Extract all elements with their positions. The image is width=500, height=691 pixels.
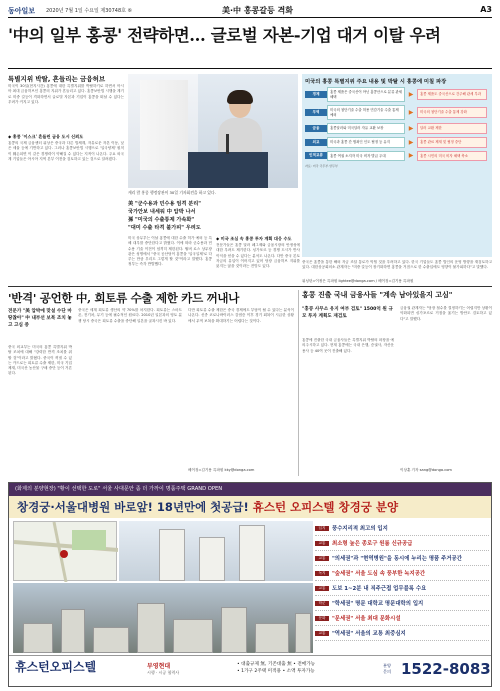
ad-headline — [9, 496, 492, 518]
info-current: 미국과 홍콩 간 범죄인 인도 협정 등 유지 — [327, 137, 405, 148]
feature-text: "역세권" 서울의 교통 최중심지 — [332, 631, 406, 637]
pull-quote-line: 국가안보 내세워 中 압박 나서 — [128, 209, 196, 215]
press-conference-photo — [128, 74, 298, 188]
masthead — [8, 4, 492, 18]
second-deck: 전문가 "美 압박에 맞설 수단 마땅찮아" 中 내부선 보복 조치 놓고 고심 중 — [8, 309, 72, 328]
ad-headline-product: 휴스턴 오피스텔 창경궁 분양 — [248, 500, 399, 514]
feature-text: 최소형 높은 종로구 원룸 신규공급 — [332, 541, 413, 547]
second-body-3: 다만 희토류 수출 제한은 중국 경제에도 부담이 될 수 있다는 분석이 나온다. 신종 코로나바이러스 감염증 이후 경기 회복이 시급한 상황에서 무역 보복을 확대하기는 어렵다는 것이다. — [188, 308, 294, 323]
flag-backdrop — [140, 80, 188, 170]
second-headline: '반격' 공언한 中, 희토류 수출 제한 카드 꺼내나 — [8, 291, 240, 305]
col2-body: 미국 상무부는 이날 홍콩에 대한 수출 허가 예외 등 특혜 대우를 중단한다고 밝혔다. 이에 따라 군수용과 민수용 기술 이전이 엄격히 제한된다. 윌버 로스 상무장관은 성명에서 "중국 공산당이 홍콩을 '일국일제'로 다루는 만큼 우리도 그렇게 할 것"이라고 말했다. 홍콩 정부는 즉각 반발했다. — [128, 236, 212, 267]
newspaper-name: 동아일보 — [8, 7, 36, 15]
ad-perk-line: • 1가구 2주택 미적용 • 소액 투자가능 — [237, 669, 315, 674]
third-deck: "홍콩 사무소 유지 여부 검토" 1500억 원 규모 투자 계획도 재검토 — [302, 307, 393, 319]
feature-text: "문세권" 서울 최대 문화시설 — [332, 616, 401, 622]
ad-feature-row — [315, 626, 489, 641]
ad-top-banner: (화제의 분양현장) "황이 선택한 도로" 서울 사대문안 좀 더 가까이 명품주택 GRAND OPEN — [9, 483, 492, 496]
info-category: 금융 — [305, 125, 327, 132]
pull-quote-line: 美 "군수용과 민수용 엄격 분리" — [128, 201, 201, 207]
col3-body: 전문가들은 홍콩 달러 페그제와 금융시장의 안정성에 대한 우려도 제기한다. 싱가포르 등 경쟁 도시가 반사이익을 얻을 수 있다는 분석도 나온다. 다만 중국 본토 자금의 유입이 이어지고 있어 당장 금융허브 지위를 잃지는 않을 것이라는 전망도 있다. — [216, 243, 300, 269]
column-divider — [298, 290, 299, 476]
feature-text: 풍수지리적 최고의 입지 — [332, 526, 388, 532]
pull-quote — [128, 200, 298, 232]
feature-text: 도보 1~2분 내 직주근접 업무블록 수요 — [332, 586, 427, 592]
feature-text: "학세권" 명문 대학교 명문대학의 입지 — [332, 601, 424, 607]
info-after: 미국의 첨단기술 수출 통제 강화 — [417, 107, 487, 118]
real-estate-advertisement — [8, 482, 492, 687]
page-number: A3 — [480, 5, 492, 14]
feature-tag: 교통 — [315, 631, 329, 636]
ad-perk-line: • 대출규제 無, 기존대출 無 • 전매가능 — [237, 662, 316, 667]
info-current: 홍콩 제품은 중국산이 아닌 홍콩산으로 분류 관세 혜택 — [327, 87, 405, 102]
info-category: 외교 — [305, 139, 327, 146]
ad-feature-row — [315, 596, 489, 611]
location-map — [13, 521, 117, 581]
phone-number: 1522-8083 — [401, 660, 491, 678]
map-graphic — [14, 522, 118, 582]
city-aerial-photo — [13, 583, 313, 653]
col3-section-head: ◆ 미국 조심 속 홍콩 투자 계획 대응 수도 — [216, 236, 292, 241]
ad-footer — [9, 655, 492, 687]
info-current: 홍콩 여권 소지자 미국 비자 발급 우대 — [327, 151, 405, 162]
info-current: 홍콩달러와 미국달러 자유 교환 보장 — [327, 123, 405, 134]
arrow-right-icon: ▶ — [408, 152, 414, 160]
info-category: 경제 — [305, 91, 327, 98]
phone-label: 분양 문의 — [383, 663, 392, 674]
section-title: 美·中 홍콩갈등 격화 — [222, 6, 293, 15]
arrow-right-icon: ▶ — [408, 138, 414, 146]
main-subhead: 특별지위 박탈, 흔들리는 금융허브 — [8, 75, 106, 83]
microphone-icon — [226, 134, 229, 154]
feature-tag: 입지 — [315, 526, 329, 531]
ad-feature-list — [315, 521, 489, 655]
feature-tag: 교통 — [315, 541, 329, 546]
developer-subtitle: 시행 · 시공 협력사 — [147, 670, 180, 675]
podium — [188, 152, 268, 188]
ad-feature-row — [315, 551, 489, 566]
building-rendering — [119, 521, 313, 581]
col1-body: 홍콩의 국제 금융센터 위상은 중국과 다른 법체계, 자유로운 자본 이동, 낮은 세율 등에 기반하고 있다. 그러나 홍콩보안법 시행으로 '일국양제' 원칙이 훼손되면 이 같은 경쟁력이 약해질 수 있다는 지적이 나온다. 주요 외국계 기업들은 아시아 지역 본부 이전을 검토하고 있는 것으로 알려졌다. — [8, 141, 124, 161]
arrow-right-icon: ▶ — [408, 109, 414, 117]
info-after: 달러 교환 제한 — [417, 123, 487, 134]
info-after: 홍콩 관료 제재 및 협정 중단 — [417, 137, 487, 148]
info-after: 홍콩 시민의 미국 비자 혜택 축소 — [417, 151, 487, 162]
second-body-2: 중국은 세계 희토류 생산의 약 70%를 차지한다. 희토류는 스마트폰, 전기차, 무기 등에 필수적인 원료다. 2010년 일본과의 영토 분쟁 당시 중국은 희토류 수출을 중단해 일본을 굴복시킨 바 있다. — [78, 308, 182, 323]
third-headline: 홍콩 진출 국내 금융사들 "계속 남아있을지 고심" — [302, 291, 453, 299]
feature-tag: 교통 — [315, 556, 329, 561]
third-byline: 이상훈 기자 sang@donga.com — [400, 468, 452, 472]
second-body-1: 중국 외교부는 미국의 홍콩 특별지위 박탈 조치에 대해 "강력한 반격 조치를 취할 것"이라고 밝혔다. 중국이 꺼낼 수 있는 카드로는 희토류 수출 제한, 미국 기업 제재, 미국산 농산물 구매 중단 등이 거론된다. — [8, 345, 72, 376]
feature-tag: 문화 — [315, 616, 329, 621]
ad-feature-row — [315, 566, 489, 581]
main-byline: 워싱턴=이정은 특파원 lightee@donga.com / 베이징=김기용 특파원 — [302, 279, 414, 283]
pull-quote-line: "대미 수출 타격 불가피" 우려도 — [128, 225, 201, 231]
photo-caption: 캐리 람 홍콩 행정장관이 30일 기자회견을 하고 있다. — [128, 190, 216, 195]
ad-feature-row — [315, 611, 489, 626]
brand-logo: 휴스턴오피스텔 — [15, 660, 97, 674]
infographic — [302, 74, 492, 257]
third-body-1: 홍콩에 진출한 국내 금융사들은 특별지위 박탈의 파장을 예의주시하고 있다. 현재 홍콩에는 국내 은행, 증권사, 자산운용사 등 40여 곳이 진출해 있다. — [302, 338, 394, 353]
info-category: 인적교류 — [305, 152, 327, 159]
infographic-table — [305, 87, 489, 161]
main-headline: '中의 일부 홍콩' 전략하면… 글로벌 자본-기업 대거 이탈 우려 — [8, 26, 441, 45]
col1-section-head: ◆ 홍콩 '이스크' 흔들린 금융 도시 신뢰도 — [8, 134, 84, 139]
third-body-2: 금융권 관계자는 "당장 철수를 결정하기는 어렵지만 상황이 악화되면 싱가포르로 거점을 옮기는 방안도 검토하고 있다"고 말했다. — [400, 306, 492, 321]
feature-text: "숲세권" 서울 도심 속 풍부한 녹지공간 — [332, 571, 426, 577]
section-divider — [8, 286, 492, 287]
headline-divider — [8, 68, 492, 69]
info-category: 무역 — [305, 109, 327, 116]
col1-lead: 미국이 30일(현지시간) 홍콩에 대한 특별지위를 박탈하기로 하면서 아시아 최대 금융허브인 홍콩의 지위가 흔들리고 있다. 홍콩보안법 시행을 계기로 미중 갈등이 격화하면서 글로벌 자본과 기업이 홍콩을 떠날 수 있다는 우려가 커지고 있다. — [8, 84, 124, 104]
infographic-title: 미국의 홍콩 특별지위 주요 내용 및 박탈 시 홍콩에 미칠 파장 — [305, 79, 447, 85]
ad-feature-row — [315, 521, 489, 536]
infographic-source: 자료: 미국 국무부·상무부 — [305, 164, 338, 169]
second-byline: 베이징=김기용 특파원 kky@donga.com — [188, 468, 255, 472]
feature-tag: 녹지 — [315, 571, 329, 576]
ad-feature-row — [315, 536, 489, 551]
ad-feature-row — [315, 581, 489, 596]
feature-tag: 학군 — [315, 601, 329, 606]
info-after: 홍콩 제품도 중국산으로 간주해 관세 부과 — [417, 89, 487, 100]
info-current: 미국의 첨단기술 수출 허용 민감기술 수출 통제 예외 — [327, 105, 405, 120]
issue-date: 2020년 7월 1일 수요일 제30748호 ⑥ — [46, 8, 133, 14]
developer-name: 부영현대 — [147, 663, 171, 670]
ad-perks — [237, 661, 315, 675]
ad-headline-main: 창경궁·서울대병원 바로앞! 18년만에 첫공급! — [17, 500, 249, 514]
arrow-right-icon: ▶ — [408, 91, 414, 99]
arrow-right-icon: ▶ — [408, 125, 414, 133]
col4-body: 중국은 홍콩을 통한 해외 자금 조달 통로가 막힐 것을 우려하고 있다. 한국 기업들도 홍콩 법인의 운영 방향을 재검토하고 있다. 대한상공회의소 관계자는 "미중 갈등이 장기화하면 홍콩을 거점으로 한 수출입에도 영향이 불가피하다"고 말했다. — [302, 260, 492, 270]
feature-tag: 교통 — [315, 586, 329, 591]
pull-quote-line: 孫 "미국의 수출통제 가속화" — [128, 217, 195, 223]
feature-text: "의세권"과 "현역병원"을 동시에 누리는 명품 주거공간 — [332, 556, 462, 562]
